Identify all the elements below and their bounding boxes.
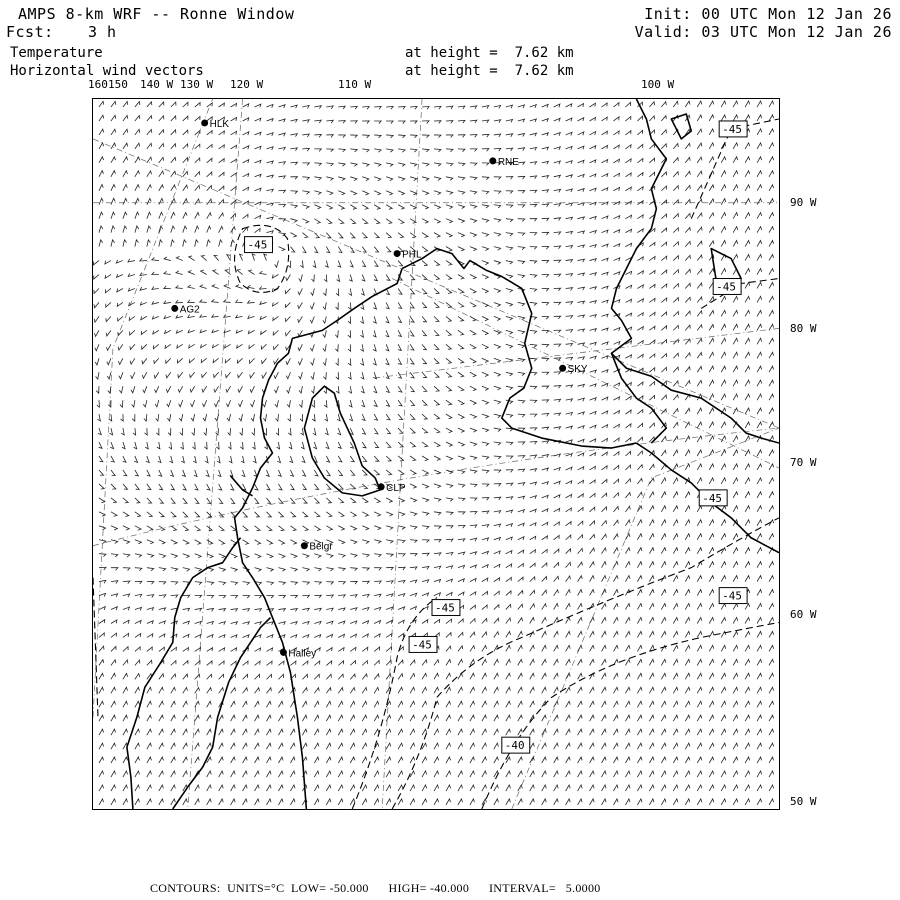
contour-label-text: -40	[504, 739, 525, 753]
coastline-west	[127, 538, 241, 809]
station-dot-hlk	[201, 119, 208, 126]
field-1-name: Temperature	[10, 45, 103, 61]
lon-label-110w: 110 W	[338, 78, 372, 91]
station-label-phl: PHL	[402, 249, 422, 261]
contour-label-text: -45	[716, 280, 736, 294]
lon-label-100w: 100 W	[641, 78, 675, 91]
wind-barbs	[93, 101, 773, 805]
lon-label-140w: 140 W	[140, 78, 174, 91]
meridian-line	[93, 139, 779, 428]
forecast-value: 3 h	[88, 23, 117, 41]
ice-rise	[304, 386, 380, 496]
lat-label-50w: 50 W	[790, 795, 817, 808]
wind-vector-field	[93, 101, 773, 805]
map-panel	[92, 98, 780, 810]
contour-label-text: -45	[702, 491, 723, 505]
contour-line	[235, 225, 289, 292]
lat-label-60w: 60 W	[790, 608, 817, 621]
station-label-belgr: Belgr	[309, 541, 333, 553]
coastline-ice-shelf-west	[235, 269, 403, 809]
station-label-ag2: AG2	[179, 304, 200, 316]
contour-label-text: -45	[247, 238, 268, 252]
contour-labels	[245, 121, 748, 753]
contour-line	[392, 518, 779, 809]
contour-label-text: -45	[722, 122, 742, 136]
init-time: Init: 00 UTC Mon 12 Jan 26	[644, 5, 892, 23]
island	[671, 114, 691, 139]
contour-legend: CONTOURS: UNITS=°C LOW= -50.000 HIGH= -40.000 INTERVAL= 5.0000	[150, 881, 601, 895]
station-label-rne: RNE	[497, 156, 519, 168]
station-label-hlk: HLK	[209, 118, 230, 130]
field-2-name: Horizontal wind vectors	[10, 63, 204, 79]
station-label-halley: Halley	[288, 648, 317, 660]
station-dot-belgr	[301, 542, 308, 549]
station-dot-halley	[280, 649, 287, 656]
field-2-height: at height = 7.62 km	[405, 63, 574, 79]
peninsula-inlet	[611, 353, 666, 443]
contour-line	[482, 623, 779, 809]
meridian-line	[512, 428, 779, 809]
meridian-line	[93, 99, 213, 717]
station-markers	[171, 119, 588, 659]
lat-label-80w: 80 W	[790, 322, 817, 335]
contour-label-text: -45	[722, 589, 742, 603]
lat-label-90w: 90 W	[790, 196, 817, 209]
contour-line	[93, 578, 98, 718]
forecast-label: Fcst:	[6, 23, 54, 41]
lon-label-120w: 120 W	[230, 78, 264, 91]
coastline-ice-shelf-east	[402, 249, 636, 448]
lon-label-150: 150	[108, 78, 128, 91]
coastline	[127, 99, 779, 809]
contour-label-text: -45	[412, 638, 432, 652]
station-dot-clp	[378, 483, 385, 490]
coastline-west-inner	[173, 618, 271, 809]
contour-label-text: -45	[435, 601, 455, 615]
lat-label-70w: 70 W	[790, 456, 817, 469]
station-dot-sky	[559, 365, 566, 372]
field-1-height: at height = 7.62 km	[405, 45, 574, 61]
station-dot-rne	[489, 157, 496, 164]
lon-label-130w: 130 W	[180, 78, 214, 91]
station-label-clp: CLP	[386, 482, 406, 494]
coastline-peninsula-east	[611, 99, 779, 443]
station-dot-ag2	[171, 305, 178, 312]
plot-title: AMPS 8-km WRF -- Ronne Window	[18, 5, 295, 23]
lon-label-160: 160	[88, 78, 108, 91]
station-dot-phl	[394, 250, 401, 257]
valid-time: Valid: 03 UTC Mon 12 Jan 26	[634, 23, 892, 41]
station-label-sky: SKY	[567, 364, 588, 376]
